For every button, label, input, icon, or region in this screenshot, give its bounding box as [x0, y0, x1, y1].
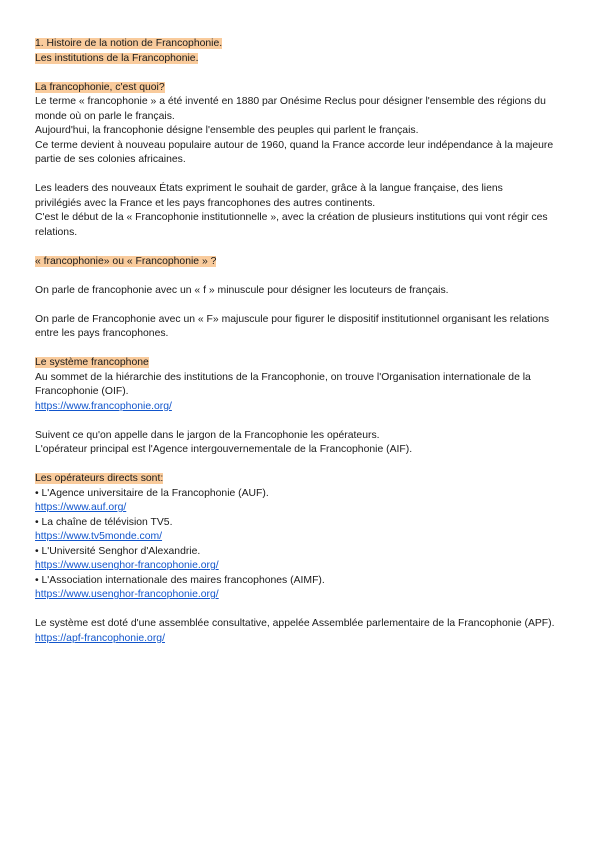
paragraph-aif: L'opérateur principal est l'Agence intergouvernementale de la Francophonie (AIF). [35, 444, 413, 455]
title-line-2: Les institutions de la Francophonie. [35, 52, 199, 64]
paragraph-oif: Au sommet de la hiérarchie des institutions de la Francophonie, on trouve l'Organisation internationale de la Francophonie (OIF). [35, 371, 531, 397]
document-page [35, 37, 567, 646]
paragraph-uppercase-F: On parle de Francophonie avec un « F» majuscule pour figurer le dispositif institutionnel organisant les relations entre les pays francophones. [35, 313, 550, 339]
link-auf[interactable]: https://www.auf.org/ [35, 502, 127, 513]
list-item: • L'Association internationale des maires francophones (AIMF). [35, 574, 325, 586]
paragraph-institutional: C'est le début de la « Francophonie institutionnelle », avec la création de plusieurs institutions qui vont régir ces relations. [35, 212, 548, 238]
paragraph-lowercase-f: On parle de francophonie avec un « f » minuscule pour désigner les locuteurs de français. [35, 284, 449, 296]
paragraph-1960: Ce terme devient à nouveau populaire autour de 1960, quand la France accorde leur indépendance à la majeure partie de ses colonies africaines. [35, 139, 554, 165]
section-heading-direct-operators: Les opérateurs directs sont: [35, 473, 164, 484]
paragraph-leaders: Les leaders des nouveaux États expriment le souhait de garder, grâce à la langue française, des liens privilégiés avec la France et les pays francophones des autres continents. [35, 183, 503, 209]
section-heading-system: Le système francophone [35, 357, 149, 368]
paragraph-today: Aujourd'hui, la francophonie désigne l'ensemble des peuples qui parlent le français. [35, 125, 419, 136]
link-usenghor[interactable]: https://www.usenghor-francophonie.org/ [35, 560, 219, 571]
link-tv5[interactable]: https://www.tv5monde.com/ [35, 531, 163, 542]
list-item: • La chaîne de télévision TV5. [35, 516, 173, 528]
paragraph-operators: Suivent ce qu'on appelle dans le jargon de la Francophonie les opérateurs. [35, 429, 380, 441]
link-aimf[interactable]: https://www.usenghor-francophonie.org/ [35, 589, 219, 600]
list-item: • L'Université Senghor d'Alexandrie. [35, 545, 201, 557]
title-line-1: 1. Histoire de la notion de Francophonie. [35, 38, 223, 49]
link-apf[interactable]: https://apf-francophonie.org/ [35, 632, 165, 644]
section-heading-f-or-F: « francophonie» ou « Francophonie » ? [35, 255, 217, 267]
list-item: • L'Agence universitaire de la Francophonie (AUF). [35, 487, 269, 499]
paragraph-apf: Le système est doté d'une assemblée consultative, appelée Assemblée parlementaire de la Francophonie (APF). [35, 618, 555, 629]
paragraph-origin: Le terme « francophonie » a été inventé en 1880 par Onésime Reclus pour désigner l'ensemble des régions du monde où on parle le français. [35, 96, 546, 122]
link-oif[interactable]: https://www.francophonie.org/ [35, 400, 172, 412]
section-heading-francophonie: La francophonie, c'est quoi? [35, 81, 165, 93]
